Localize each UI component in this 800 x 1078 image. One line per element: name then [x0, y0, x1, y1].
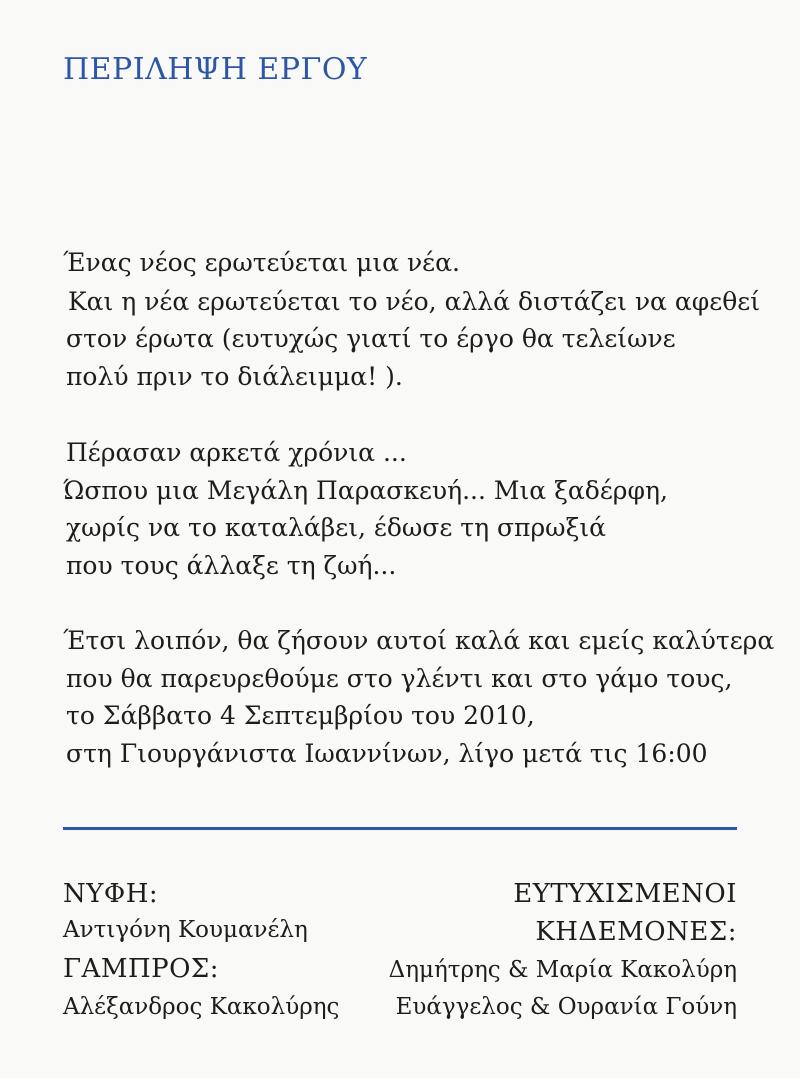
- summary-line: Και η νέα ερωτεύεται το νέο, αλλά διστάζει να αφεθεί: [68, 287, 761, 316]
- summary-line: Πέρασαν αρκετά χρόνια ...: [66, 438, 407, 467]
- sponsors-label: ΚΗΔΕΜΟΝΕΣ:: [535, 917, 737, 947]
- sponsors-label: ΕΥΤΥΧΙΣΜΕΝΟΙ: [513, 879, 737, 909]
- bride-label: ΝΥΦΗ:: [63, 879, 159, 909]
- summary-line: Ώσπου μια Μεγάλη Παρασκευή... Μια ξαδέρφη,: [63, 476, 668, 505]
- section-divider: [63, 827, 737, 830]
- summary-line: χωρίς να το καταλάβει, έδωσε τη σπρωξιά: [66, 513, 607, 542]
- summary-line: στη Γιουργάνιστα Ιωαννίνων, λίγο μετά τις 16:00: [66, 739, 708, 768]
- sponsor-name: Ευάγγελος & Ουρανία Γούνη: [395, 994, 737, 1020]
- summary-line: στον έρωτα (ευτυχώς γιατί το έργο θα τελείωνε: [66, 324, 676, 353]
- summary-line: Ένας νέος ερωτεύεται μια νέα.: [63, 248, 460, 277]
- summary-line: Έτσι λοιπόν, θα ζήσουν αυτοί καλά και εμείς καλύτερα: [63, 626, 775, 655]
- groom-label: ΓΑΜΠΡΟΣ:: [63, 954, 220, 984]
- page-title: ΠΕΡΙΛΗΨΗ ΕΡΓΟΥ: [63, 52, 368, 87]
- summary-line: πολύ πριν το διάλειμμα! ).: [66, 362, 403, 391]
- bride-name: Αντιγόνη Κουμανέλη: [63, 917, 308, 943]
- groom-name: Αλέξανδρος Κακολύρης: [63, 994, 340, 1020]
- summary-line: το Σάββατο 4 Σεπτεμβρίου του 2010,: [66, 701, 535, 730]
- summary-line: που τους άλλαξε τη ζωή...: [66, 551, 397, 580]
- sponsor-name: Δημήτρης & Μαρία Κακολύρη: [388, 957, 737, 983]
- summary-line: που θα παρευρεθούμε στο γλέντι και στο γάμο τους,: [66, 664, 733, 693]
